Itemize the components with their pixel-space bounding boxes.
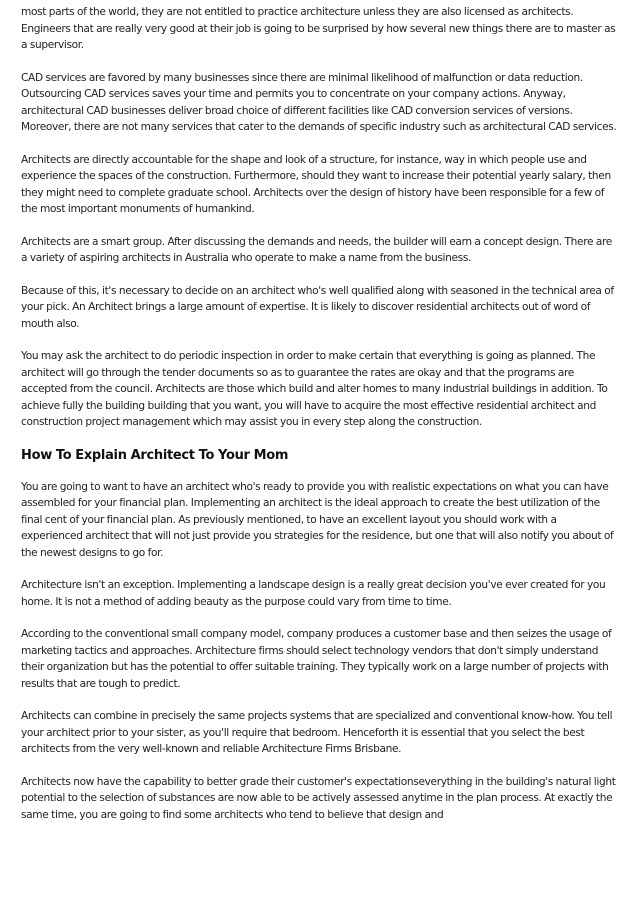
paragraph-10: Architects can combine in precisely the same projects systems that are specialized and conventional know-how. You tell your architect prior to your sister, as you'll require that bedroom. Henceforth it is essential that you select the best architects from the very well-known and reliable Architecture Firms Brisbane.: [21, 710, 613, 755]
paragraph-3: Architects are directly accountable for the shape and look of a structure, for instance, way in which people use and experience the spaces of the construction. Furthermore, should they want to increase their potential yearly salary, then they might need to complete graduate school. Architects over the design of history have been responsible for a few of the most important monuments of humankind.: [21, 153, 611, 215]
paragraph-5: Because of this, it's necessary to decide on an architect who's well qualified along with seasoned in the technical area of your pick. An Architect brings a large amount of expertise. It is likely to discover residential architects out of word of mouth also.: [21, 284, 614, 330]
paragraph-2: CAD services are favored by many businesses since there are minimal likelihood of malfunction or data reduction. Outsourcing CAD services saves your time and permits you to concentrate on your company actions. Anyway, architectural CAD businesses deliver broad choice of different facilities like CAD conversion services of versions. Moreover, there are not many services that cater to the demands of specific industry such as architectural CAD services.: [21, 71, 617, 133]
paragraph-9: According to the conventional small company model, company produces a customer base and then seizes the usage of marketing tactics and approaches. Architecture firms should select technology vendors that don't simply understand their organization but has the potential to offer suitable training. They typically work on a large number of projects with results that are tough to predict.: [21, 628, 612, 690]
paragraph-7: You are going to want to have an architect who's ready to provide you with realistic expectations on what you can have assembled for your financial plan. Implementing an architect is the ideal approach to create the best utilization of the final cent of your financial plan. As previously mentioned, to have an excellent layout you should work with a experienced architect that will not just provide you strategies for the residence, but one that will also notify you about of the newest designs to go for.: [21, 480, 614, 559]
section-heading: How To Explain Architect To Your Mom: [21, 447, 289, 463]
paragraph-1: most parts of the world, they are not entitled to practice architecture unless they are also licensed as architects. Engineers that are really very good at their job is going to be surprised by how several new things there are to master as a supervisor.: [21, 6, 616, 51]
paragraph-4: Architects are a smart group. After discussing the demands and needs, the builder will earn a concept design. There are a variety of aspiring architects in Australia who operate to make a name from the business.: [21, 235, 612, 264]
paragraph-6: You may ask the architect to do periodic inspection in order to make certain that everything is going as planned. The architect will go through the tender documents so as to guarantee the rates are okay and that the programs are accepted from the council. Architects are those which build and alter homes to many industrial buildings in addition. To achieve fully the building building that you want, you will have to acquire the most effective residential architect and construction project management which may assist you in every step along the construction.: [21, 350, 608, 428]
paragraph-11: Architects now have the capability to better grade their customer's expectationseverything in the building's natural light potential to the selection of substances are now able to be actively assessed anytime in the plan process. At exactly the same time, you are going to find some architects who tend to believe that design and: [21, 775, 616, 821]
document-page: [21, 4, 617, 839]
paragraph-8: Architecture isn't an exception. Implementing a landscape design is a really great decision you've ever created for you home. It is not a method of adding beauty as the purpose could vary from time to time.: [21, 579, 606, 608]
